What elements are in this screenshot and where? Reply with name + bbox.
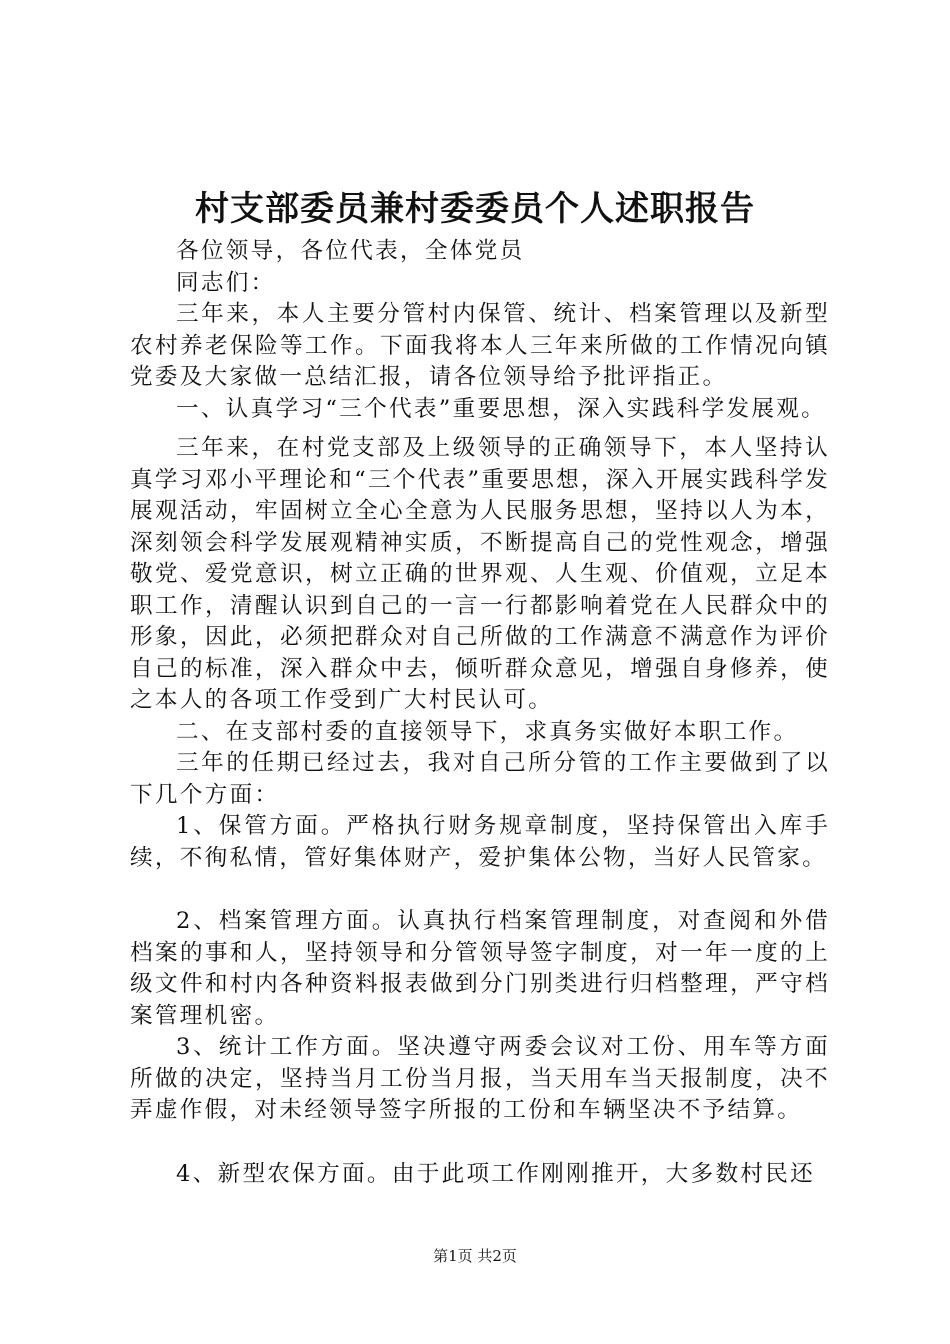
item-2-archives: 2、档案管理方面。认真执行档案管理制度，对查阅和外借档案的事和人，坚持领导和分管领导签字制度，对一年一度的上级文件和村内各种资料报表做到分门别类进行归档整理，严守档案管理机密。 xyxy=(130,908,830,1029)
section-heading-2: 二、在支部村委的直接领导下，求真务实做好本职工作。 xyxy=(176,718,799,745)
document-body xyxy=(130,236,830,1190)
salutation-comrades: 同志们： xyxy=(176,269,276,296)
intro-paragraph: 三年来，本人主要分管村内保管、统计、档案管理以及新型农村养老保险等工作。下面我将本人三年来所做的工作情况向镇党委及大家做一总结汇报，请各位领导给予批评指正。 xyxy=(130,301,830,390)
document-title: 村支部委员兼村委委员个人述职报告 xyxy=(195,189,755,229)
item-4-rural-insurance: 4、新型农保方面。由于此项工作刚刚推开，大多数村民还 xyxy=(176,1160,816,1187)
section-2-intro: 三年的任期已经过去，我对自己所分管的工作主要做到了以下几个方面： xyxy=(130,750,830,808)
item-3-statistics: 3、统计工作方面。坚决遵守两委会议对工份、用车等方面所做的决定，坚持当月工份当月报，当天用车当天报制度，决不弄虚作假，对未经领导签字所报的工份和车辆坚决不予结算。 xyxy=(130,1034,830,1123)
item-1-custody: 1、保管方面。严格执行财务规章制度，坚持保管出入库手续，不徇私情，管好集体财产，爱护集体公物，当好人民管家。 xyxy=(130,813,830,871)
section-heading-1: 一、认真学习“三个代表”重要思想，深入实践科学发展观。 xyxy=(176,395,827,422)
section-1-paragraph: 三年来，在村党支部及上级领导的正确领导下，本人坚持认真学习邓小平理论和“三个代表”重要思想，深入开展实践科学发展观活动，牢固树立全心全意为人民服务思想，坚持以人为本，深刻领会科学发展观精神实质，不断提高自己的党性观念，增强敬党、爱党意识，树立正确的世界观、人生观、价值观，立足本职工作，清醒认识到自己的一言一行都影响着党在人民群众中的形象，因此，必须把群众对自己所做的工作满意不满意作为评价自己的标准，深入群众中去，倾听群众意见，增强自身修养，使之本人的各项工作受到广大村民认可。 xyxy=(130,435,830,713)
salutation-line: 各位领导，各位代表，全体党员 xyxy=(176,238,525,264)
page-footer: 第1页 共2页 xyxy=(433,1247,517,1265)
